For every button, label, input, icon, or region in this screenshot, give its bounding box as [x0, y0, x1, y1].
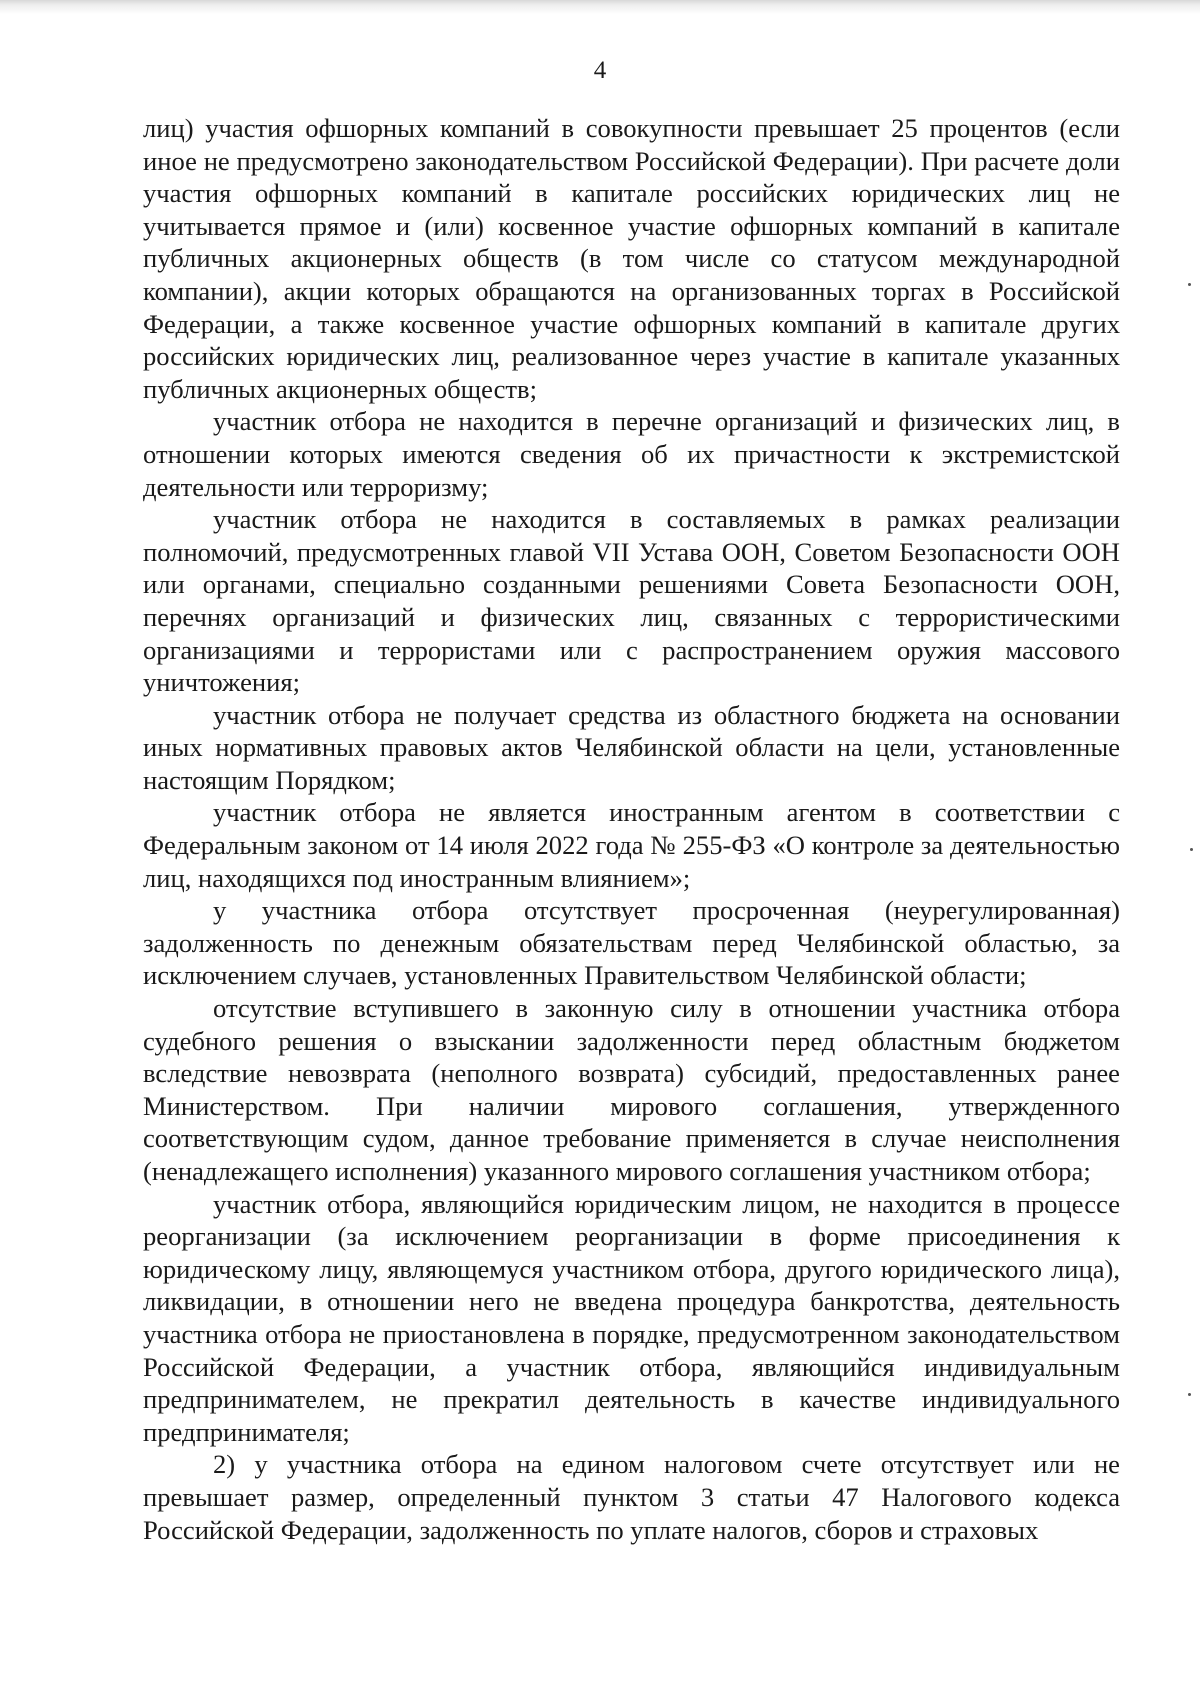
paragraph-offshore-continuation: лиц) участия офшорных компаний в совокупности превышает 25 процентов (если иное не предусмотрено законодательством Российской Федерации). При расчете доли участия офшорных компаний в капитале российских юридических лиц не учитывается прямое и (или) косвенное участие офшорных компаний в капитале публичных акционерных обществ (в том числе со статусом международной компании), акции которых обращаются на организованных торгах в Российской Федерации, а также косвенное участие офшорных компаний в капитале других российских юридических лиц, реализованное через участие в капитале указанных публичных акционерных обществ;	[143, 113, 1120, 404]
scan-speck	[1188, 1393, 1191, 1396]
paragraph-reorganization: участник отбора, являющийся юридическим лицом, не находится в процессе реорганизации (за исключением реорганизации в форме присоединения к юридическому лицу, являющемуся участником отбора, другого юридического лица), ликвидации, в отношении него не введена процедура банкротства, деятельность участника отбора не приостановлена в порядке, предусмотренном законодательством Российской Федерации, а участник отбора, являющийся индивидуальным предпринимателем, не прекратил деятельность в качестве индивидуального предпринимателя;	[143, 1188, 1120, 1447]
paragraph-court-decision: отсутствие вступившего в законную силу в отношении участника отбора судебного решения о взыскании задолженности перед областным бюджетом вследствие невозврата (неполного возврата) субсидий, предоставленных ранее Министерством. При наличии мирового соглашения, утвержденного соответствующим судом, данное требование применяется в случае неисполнения (ненадлежащего исполнения) указанного мирового соглашения участником отбора;	[143, 993, 1120, 1186]
document-body	[143, 112, 1120, 1546]
scan-speck	[1188, 283, 1191, 286]
paragraph-no-other-budget-funds: участник отбора не получает средства из областного бюджета на основании иных нормативных правовых актов Челябинской области на цели, установленные настоящим Порядком;	[143, 699, 1120, 795]
paragraph-un-sanctions-list: участник отбора не находится в составляемых в рамках реализации полномочий, предусмотренных главой VII Устава ООН, Советом Безопасности ООН или органами, специально созданными решениями Совета Безопасности ООН, перечнях организаций и физических лиц, связанных с террористическими организациями и террористами или с распространением оружия массового уничтожения;	[143, 504, 1120, 698]
scan-speck	[1190, 848, 1193, 851]
scan-edge	[0, 0, 1200, 14]
paragraph-overdue-debt: у участника отбора отсутствует просроченная (неурегулированная) задолженность по денежным обязательствам перед Челябинской областью, за исключением случаев, установленных Правительством Челябинской области;	[143, 895, 1120, 991]
paragraph-tax-debt: 2) у участника отбора на едином налоговом счете отсутствует или не превышает размер, определенный пунктом 3 статьи 47 Налогового кодекса Российской Федерации, задолженность по уплате налогов, сборов и страховых	[143, 1449, 1120, 1545]
paragraph-foreign-agent: участник отбора не является иностранным агентом в соответствии с Федеральным законом от 14 июля 2022 года № 255-ФЗ «О контроле за деятельностью лиц, находящихся под иностранным влиянием»;	[143, 797, 1120, 893]
paragraph-extremism-list: участник отбора не находится в перечне организаций и физических лиц, в отношении которых имеются сведения об их причастности к экстремистской деятельности или терроризму;	[143, 406, 1120, 502]
page-number: 4	[593, 57, 607, 84]
